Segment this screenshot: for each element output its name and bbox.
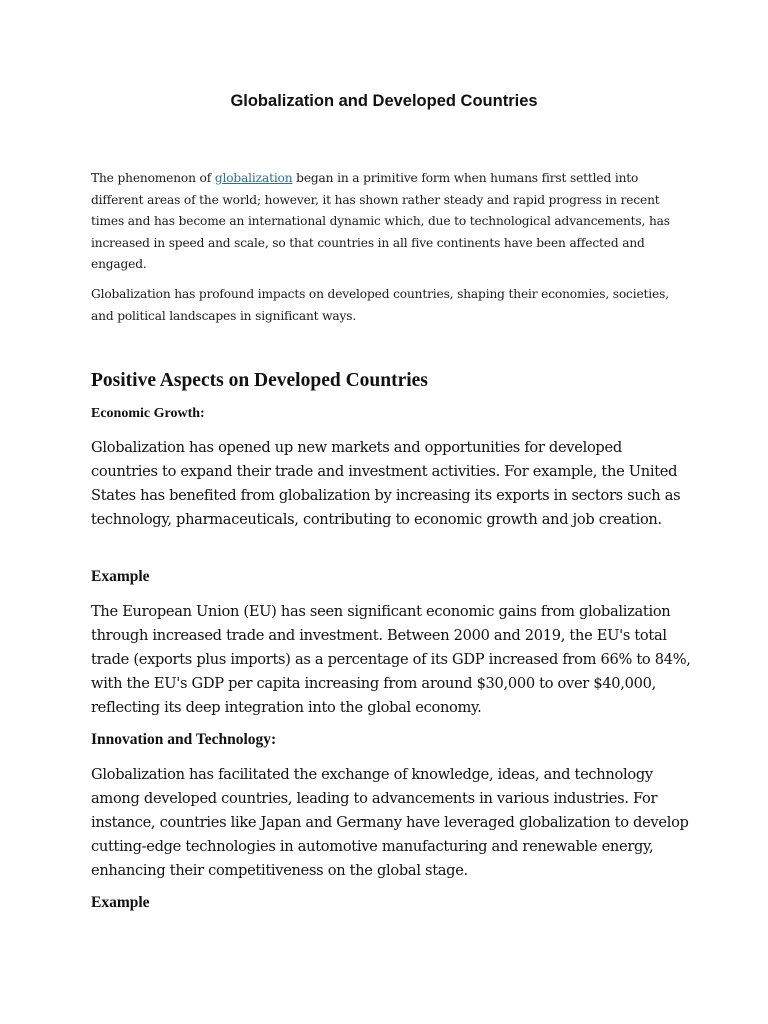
intro-prefix: The phenomenon of	[91, 171, 215, 185]
economic-example-body: The European Union (EU) has seen significant economic gains from globalization through increased trade and investment. Between 2000 and 2019, the EU's total trade (exports plus imports) as a percentage of its GDP increased from 66% to 84%, with the EU's GDP per capita increasing from around $30,000 to over $40,000, reflecting its deep integration into the global economy.	[91, 603, 691, 716]
document-title: Globalization and Developed Countries	[230, 92, 538, 110]
globalization-link[interactable]: globalization	[214, 171, 293, 185]
economic-growth-heading: Economic Growth:	[91, 406, 205, 421]
innovation-body: Globalization has facilitated the exchange of knowledge, ideas, and technology among developed countries, leading to advancements in various industries. For instance, countries like Japan and Germany have leveraged globalization to develop cutting-edge technologies in automotive manufacturing and renewable energy, enhancing their competitiveness on the global stage.	[91, 766, 689, 879]
intro-suffix: began in a primitive form when humans first settled into different areas of the world; however, it has shown rather steady and rapid progress in recent times and has become an international dynamic which, due to technological advancements, has increased in speed and scale, so that countries in all five continents have been affected and engaged.	[91, 171, 670, 271]
economic-example-heading: Example	[91, 568, 150, 585]
innovation-example-heading: Example	[91, 894, 150, 911]
economic-growth-body: Globalization has opened up new markets and opportunities for developed countries to expand their trade and investment activities. For example, the United States has benefited from globalization by increasing its exports in sectors such as technology, pharmaceuticals, contributing to economic growth and job creation.	[91, 439, 681, 528]
intro-paragraph-2: Globalization has profound impacts on developed countries, shaping their economies, societies, and political landscapes in significant ways.	[91, 287, 669, 323]
innovation-heading: Innovation and Technology:	[91, 731, 277, 748]
intro-paragraph	[91, 168, 691, 276]
section-heading-positive: Positive Aspects on Developed Countries	[91, 370, 428, 391]
